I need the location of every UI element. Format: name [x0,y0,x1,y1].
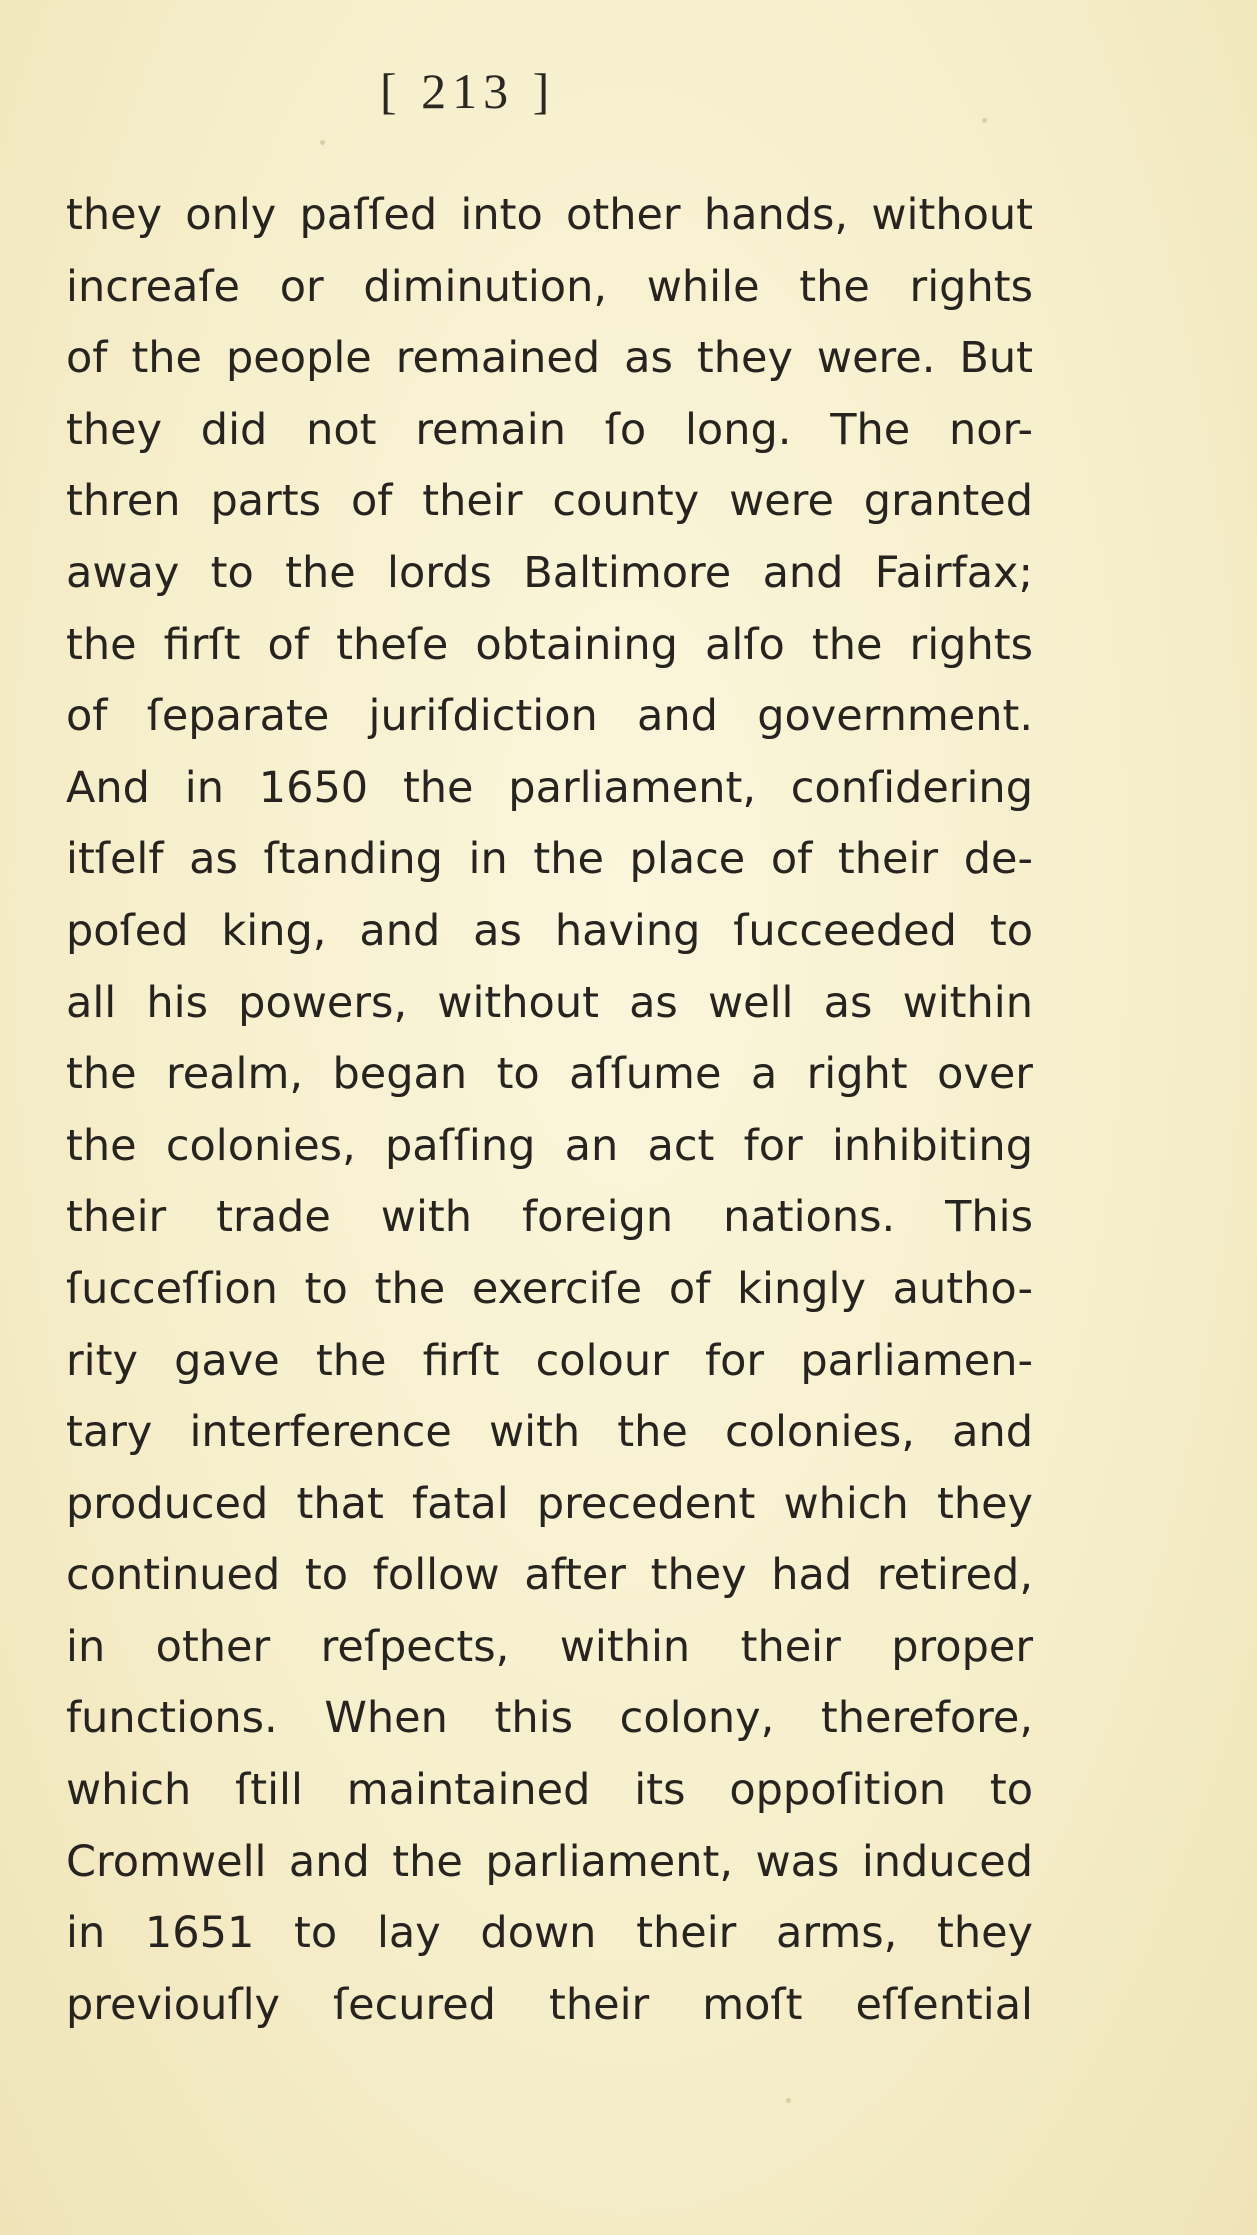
text-line: increaſe or diminution, while the rights [66,261,1033,312]
text-line: Cromwell and the parliament, was induced [66,1836,1033,1887]
text-line: all his powers, without as well as within [66,977,1033,1028]
text-line: in 1651 to lay down their arms, they [66,1908,1033,1959]
text-line: thren parts of their county were granted [66,476,1033,527]
text-line: functions. When this colony, therefore, [66,1693,1033,1744]
text-line: the firſt of theſe obtaining alſo the rights [66,619,1033,670]
text-line: And in 1650 the parliament, conſidering [66,762,1033,813]
text-line: the colonies, paſſing an act for inhibiting [66,1120,1033,1171]
text-line: which ſtill maintained its oppoſition to [66,1765,1033,1816]
paper-speck [786,2098,791,2103]
paper-speck [320,140,325,145]
text-line: they did not remain ſo long. The nor- [66,404,1033,455]
text-line: away to the lords Baltimore and Fairfax; [66,547,1033,598]
page-number: [ 213 ] [380,63,556,119]
text-line: poſed king, and as having ſucceeded to [66,905,1033,956]
paper-speck [982,118,987,123]
text-line: in other reſpects, within their proper [66,1621,1033,1672]
text-line: the realm, began to aſſume a right over [66,1049,1033,1100]
text-line: produced that fatal precedent which they [66,1478,1033,1529]
text-line: they only paſſed into other hands, without [66,190,1033,240]
text-line: of ſeparate juriſdiction and government. [66,691,1033,742]
text-line: of the people remained as they were. But [66,333,1033,384]
text-line: continued to follow after they had retired, [66,1550,1033,1601]
text-line: itſelf as ſtanding in the place of their de- [66,834,1033,885]
text-line: tary interference with the colonies, and [66,1407,1033,1458]
body-text [66,180,1033,2041]
text-line: rity gave the firſt colour for parliamen- [66,1335,1033,1386]
text-line: their trade with foreign nations. This [66,1192,1033,1243]
text-line: previouſly ſecured their moſt eſſential [66,1979,1033,2030]
text-line: ſucceſſion to the exerciſe of kingly autho- [66,1263,1033,1314]
